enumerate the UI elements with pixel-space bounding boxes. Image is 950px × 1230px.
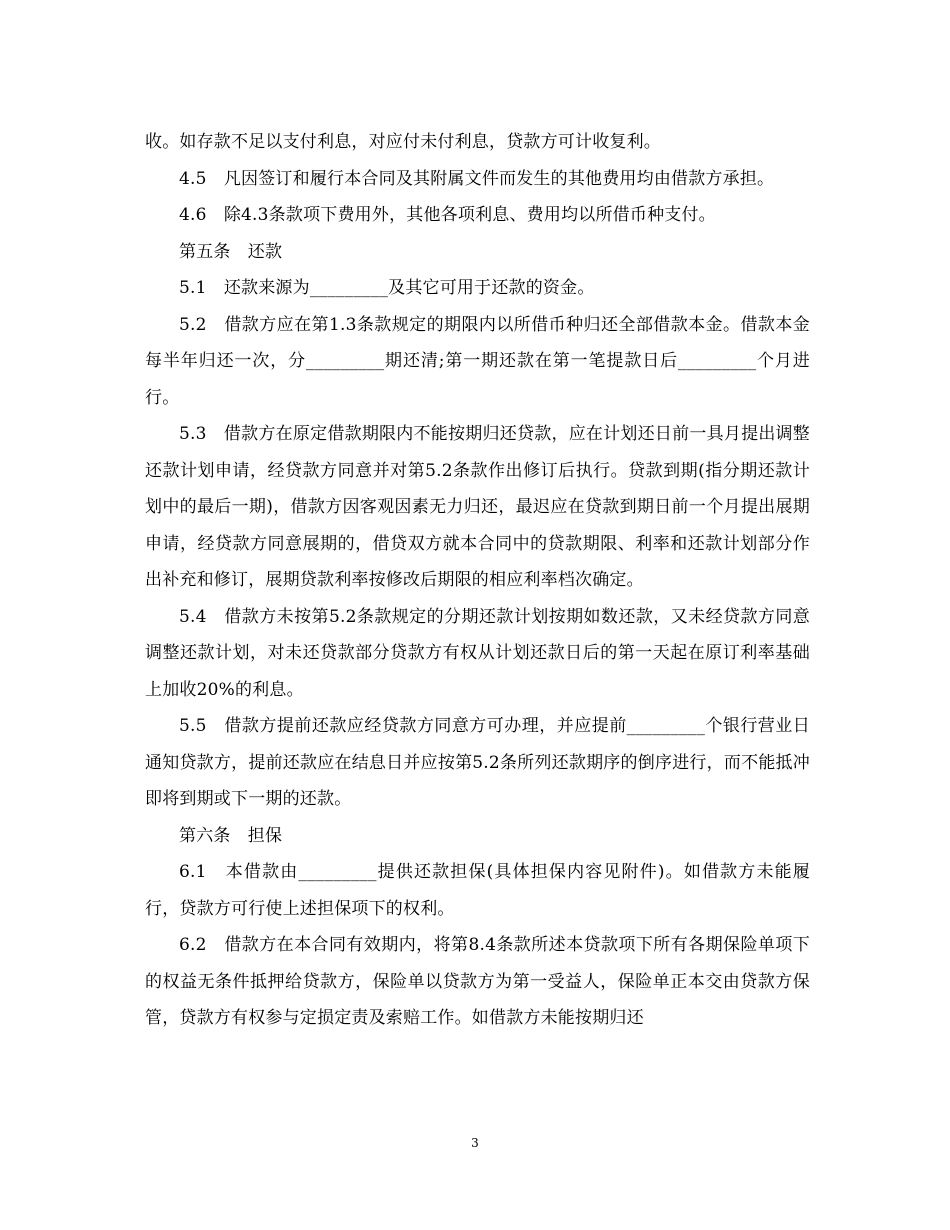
page-number: 3 [471,1136,479,1150]
paragraph-5-1: 5.1 还款来源为_________及其它可用于还款的资金。 [179,278,595,298]
paragraph-5-3: 5.3 借款方在原定借款期限内不能按期归还贷款，应在计划还日前一具月提出调整还款计划申请，经贷款方同意并对第5.2条款作出修订后执行。贷款到期(指分期还款计划中的最后一期)，借款方因客观因素无力归还，最迟应在贷款到期日前一个月提出展期申请，经贷款方同意展期的，借贷双方就本合同中的贷款期限、利率和还款计划部分作出补充和修订，展期贷款利率按修改后期限的相应利率档次确定。 [145,424,810,590]
body-text [145,124,810,1037]
paragraph-6-2: 6.2 借款方在本合同有效期内，将第8.4条款所述本贷款项下所有各期保险单项下的权益无条件抵押给贷款方，保险单以贷款方为第一受益人，保险单正本交由贷款方保管，贷款方有权参与定损定责及索赔工作。如借款方未能按期归还 [145,935,810,1028]
paragraph-5-2: 5.2 借款方应在第1.3条款规定的期限内以所借币种归还全部借款本金。借款本金每半年归还一次，分_________期还清;第一期还款在第一笔提款日后_________个月进行。 [145,314,810,408]
paragraph-5-5: 5.5 借款方提前还款应经贷款方同意方可办理，并应提前_________个银行营业日通知贷款方，提前还款应在结息日并应按第5.2条所列还款期序的倒序进行，而不能抵冲即将到期或下一期的还款。 [145,716,810,809]
paragraph-5-4: 5.4 借款方未按第5.2条款规定的分期还款计划按期如数还款，又未经贷款方同意调整还款计划，对未还贷款部分贷款方有权从计划还款日后的第一天起在原订利率基础上加收20%的利息。 [145,606,810,700]
paragraph-4-5: 4.5 凡因签订和履行本合同及其附属文件而发生的其他费用均由借款方承担。 [179,168,775,189]
article-5-heading: 第五条 还款 [179,241,283,262]
paragraph-6-1: 6.1 本借款由_________提供还款担保(具体担保内容见附件)。如借款方未能履行，贷款方可行使上述担保项下的权利。 [145,862,810,919]
article-6-heading: 第六条 担保 [179,825,283,846]
paragraph-4-4-continued: 收。如存款不足以支付利息，对应付未付利息，贷款方可计收复利。 [145,132,661,152]
paragraph-4-6: 4.6 除4.3条款项下费用外，其他各项利息、费用均以所借币种支付。 [179,205,716,225]
